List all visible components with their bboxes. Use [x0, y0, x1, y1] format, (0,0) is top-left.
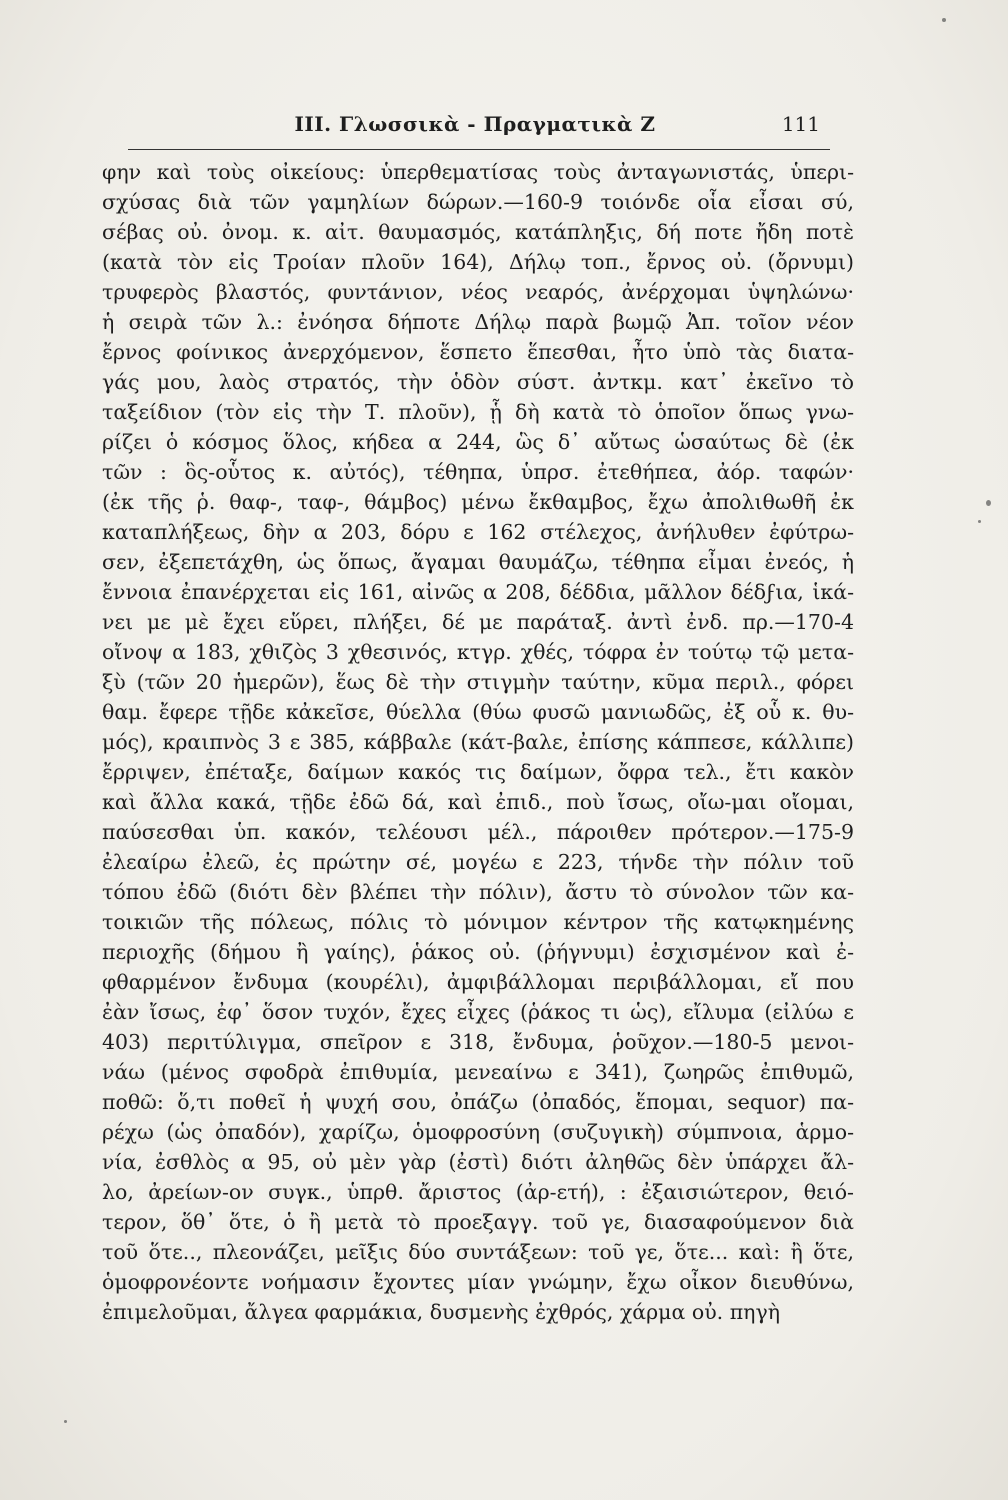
text-line: ἔρριψεν, ἐπέταξε, δαίμων κακός τις δαίμων, ὄφρα τελ., ἔτι κακὸν: [102, 760, 854, 784]
text-line: λο, ἀρείων-ον συγκ., ὑπρθ. ἄριστος (ἀρ-ετή), : ἐξαισιώτερον, θειό-: [102, 1180, 854, 1204]
text-line: νία, ἐσθλὸς α 95, οὐ μὲν γὰρ (ἐστὶ) διότι ἀληθῶς δὲν ὑπάρχει ἄλ-: [102, 1150, 854, 1174]
text-line: φην καὶ τοὺς οἰκείους: ὑπερθεματίσας τοὺς ἀνταγωνιστάς, ὑπερι-: [102, 160, 854, 184]
text-line: ἐπιμελοῦμαι, ἄλγεα φαρμάκια, δυσμενὴς ἐχθρός, χάρμα οὐ. πηγὴ: [102, 1300, 780, 1324]
text-line: τερον, ὅθ᾽ ὅτε, ὁ ἢ μετὰ τὸ προεξαγγ. τοῦ γε, διασαφούμενον διὰ: [102, 1210, 854, 1234]
paper-speck: [64, 1420, 67, 1423]
text-line: νει με μὲ ἔχει εὕρει, πλήξει, δέ με παράταξ. ἀντὶ ἐνδ. πρ.—170-4: [102, 610, 854, 634]
text-line: φθαρμένον ἔνδυμα (κουρέλι), ἀμφιβάλλομαι περιβάλλομαι, εἴ που: [102, 970, 854, 994]
running-header: [120, 108, 830, 148]
text-line: τοῦ ὅτε.., πλεονάζει, μεῖξις δύο συντάξεων: τοῦ γε, ὅτε... καὶ: ἢ ὅτε,: [102, 1240, 854, 1264]
text-line: (ἐκ τῆς ῥ. θαφ-, ταφ-, θάμβος) μένω ἔκθαμβος, ἔχω ἀπολιθωθῆ ἐκ: [102, 490, 854, 514]
text-line: ταξείδιον (τὸν εἰς τὴν Τ. πλοῦν), ᾗ δὴ κατὰ τὸ ὁποῖον ὅπως γνω-: [102, 400, 854, 424]
text-line: παύσεσθαι ὑπ. κακόν, τελέουσι μέλ., πάροιθεν πρότερον.—175-9: [102, 820, 854, 844]
text-line: ρέχω (ὡς ὀπαδόν), χαρίζω, ὁμοφροσύνη (συζυγικὴ) σύμπνοια, ἁρμο-: [102, 1120, 854, 1144]
text-line: ἐλεαίρω ἐλεῶ, ἐς πρώτην σέ, μογέω ε 223, τήνδε τὴν πόλιν τοῦ: [102, 850, 854, 874]
paper-speck: [942, 18, 946, 22]
text-line: ὁμοφρονέοντε νοήμασιν ἔχοντες μίαν γνώμην, ἔχω οἶκον διευθύνω,: [102, 1270, 854, 1294]
text-line: τόπου ἐδῶ (διότι δὲν βλέπει τὴν πόλιν), ἄστυ τὸ σύνολον τῶν κα-: [102, 880, 854, 904]
text-line: ξὺ (τῶν 20 ἡμερῶν), ἕως δὲ τὴν στιγμὴν ταύτην, κῦμα περιλ., φόρει: [102, 670, 854, 694]
text-line: τῶν : ὃς-οὗτος κ. αὐτός), τέθηπα, ὑπρσ. ἐτεθήπεα, ἀόρ. ταφών·: [102, 460, 854, 484]
text-line: μός), κραιπνὸς 3 ε 385, κάββαλε (κάτ-βαλε, ἐπίσης κάππεσε, κάλλιπε): [102, 730, 854, 754]
commentary-text: [102, 157, 854, 1327]
text-line: σεν, ἐξεπετάχθη, ὡς ὅπως, ἄγαμαι θαυμάζω, τέθηπα εἶμαι ἐνεός, ἡ: [102, 550, 854, 574]
text-line: (κατὰ τὸν εἰς Τροίαν πλοῦν 164), Δήλῳ τοπ., ἔρνος οὐ. (ὄρνυμι): [102, 250, 854, 274]
text-line: θαμ. ἔφερε τῇδε κἀκεῖσε, θύελλα (θύω φυσῶ μανιωδῶς, ἐξ οὗ κ. θυ-: [102, 700, 854, 724]
text-line: σέβας οὐ. ὀνομ. κ. αἰτ. θαυμασμός, κατάπληξις, δή ποτε ἤδη ποτὲ: [102, 220, 854, 244]
page-number: 111: [781, 112, 820, 136]
text-line: 403) περιτύλιγμα, σπεῖρον ε 318, ἔνδυμα, ῥοῦχον.—180-5 μενοι-: [102, 1030, 854, 1054]
text-line: καὶ ἄλλα κακά, τῇδε ἐδῶ δά, καὶ ἐπιδ., ποὺ ἴσως, οἴω-μαι οἴομαι,: [102, 790, 854, 814]
header-title: III. Γλωσσικὰ - Πραγματικὰ Ζ: [294, 112, 656, 136]
text-line: σχύσας διὰ τῶν γαμηλίων δώρων.—160-9 τοιόνδε οἷα εἶσαι σύ,: [102, 190, 854, 214]
text-line: νάω (μένος σφοδρὰ ἐπιθυμία, μενεαίνω ε 341), ζωηρῶς ἐπιθυμῶ,: [102, 1060, 854, 1084]
text-line: ἔρνος φοίνικος ἀνερχόμενον, ἕσπετο ἕπεσθαι, ἦτο ὑπὸ τὰς διατα-: [102, 340, 854, 364]
text-line: περιοχῆς (δήμου ἢ γαίης), ῥάκος οὐ. (ῥήγνυμι) ἐσχισμένον καὶ ἐ-: [102, 940, 854, 964]
text-line: ποθῶ: ὅ,τι ποθεῖ ἡ ψυχή σου, ὀπάζω (ὀπαδός, ἕπομαι, sequor) πα-: [102, 1090, 854, 1114]
text-line: ἡ σειρὰ τῶν λ.: ἐνόησα δήποτε Δήλῳ παρὰ βωμῷ Ἀπ. τοῖον νέον: [102, 310, 854, 334]
header-rule: [128, 149, 830, 150]
text-line: τρυφερὸς βλαστός, φυντάνιον, νέος νεαρός, ἀνέρχομαι ὑψηλώνω·: [102, 280, 854, 304]
paper-speck: [978, 520, 981, 523]
text-line: ρίζει ὁ κόσμος ὅλος, κήδεα α 244, ὣς δ᾽ αὔτως ὡσαύτως δὲ (ἐκ: [102, 430, 854, 454]
text-line: ἐὰν ἴσως, ἐφ᾽ ὅσον τυχόν, ἔχες εἶχες (ῥάκος τι ὡς), εἴλυμα (εἰλύω ε: [102, 1000, 854, 1024]
text-line: οἴνοψ α 183, χθιζὸς 3 χθεσινός, κτγρ. χθές, τόφρα ἐν τούτῳ τῷ μετα-: [102, 640, 854, 664]
paper-speck: [986, 500, 991, 506]
text-line: γάς μου, λαὸς στρατός, τὴν ὁδὸν σύστ. ἀντκμ. κατ᾽ ἐκεῖνο τὸ: [102, 370, 854, 394]
text-line: καταπλήξεως, δὴν α 203, δόρυ ε 162 στέλεχος, ἀνήλυθεν ἐφύτρω-: [102, 520, 854, 544]
text-line: ἔννοια ἐπανέρχεται εἰς 161, αἰνῶς α 208, δέδδια, μᾶλλον δέδϝια, ἱκά-: [102, 580, 854, 604]
text-line: τοικιῶν τῆς πόλεως, πόλις τὸ μόνιμον κέντρον τῆς κατῳκημένης: [102, 910, 854, 934]
